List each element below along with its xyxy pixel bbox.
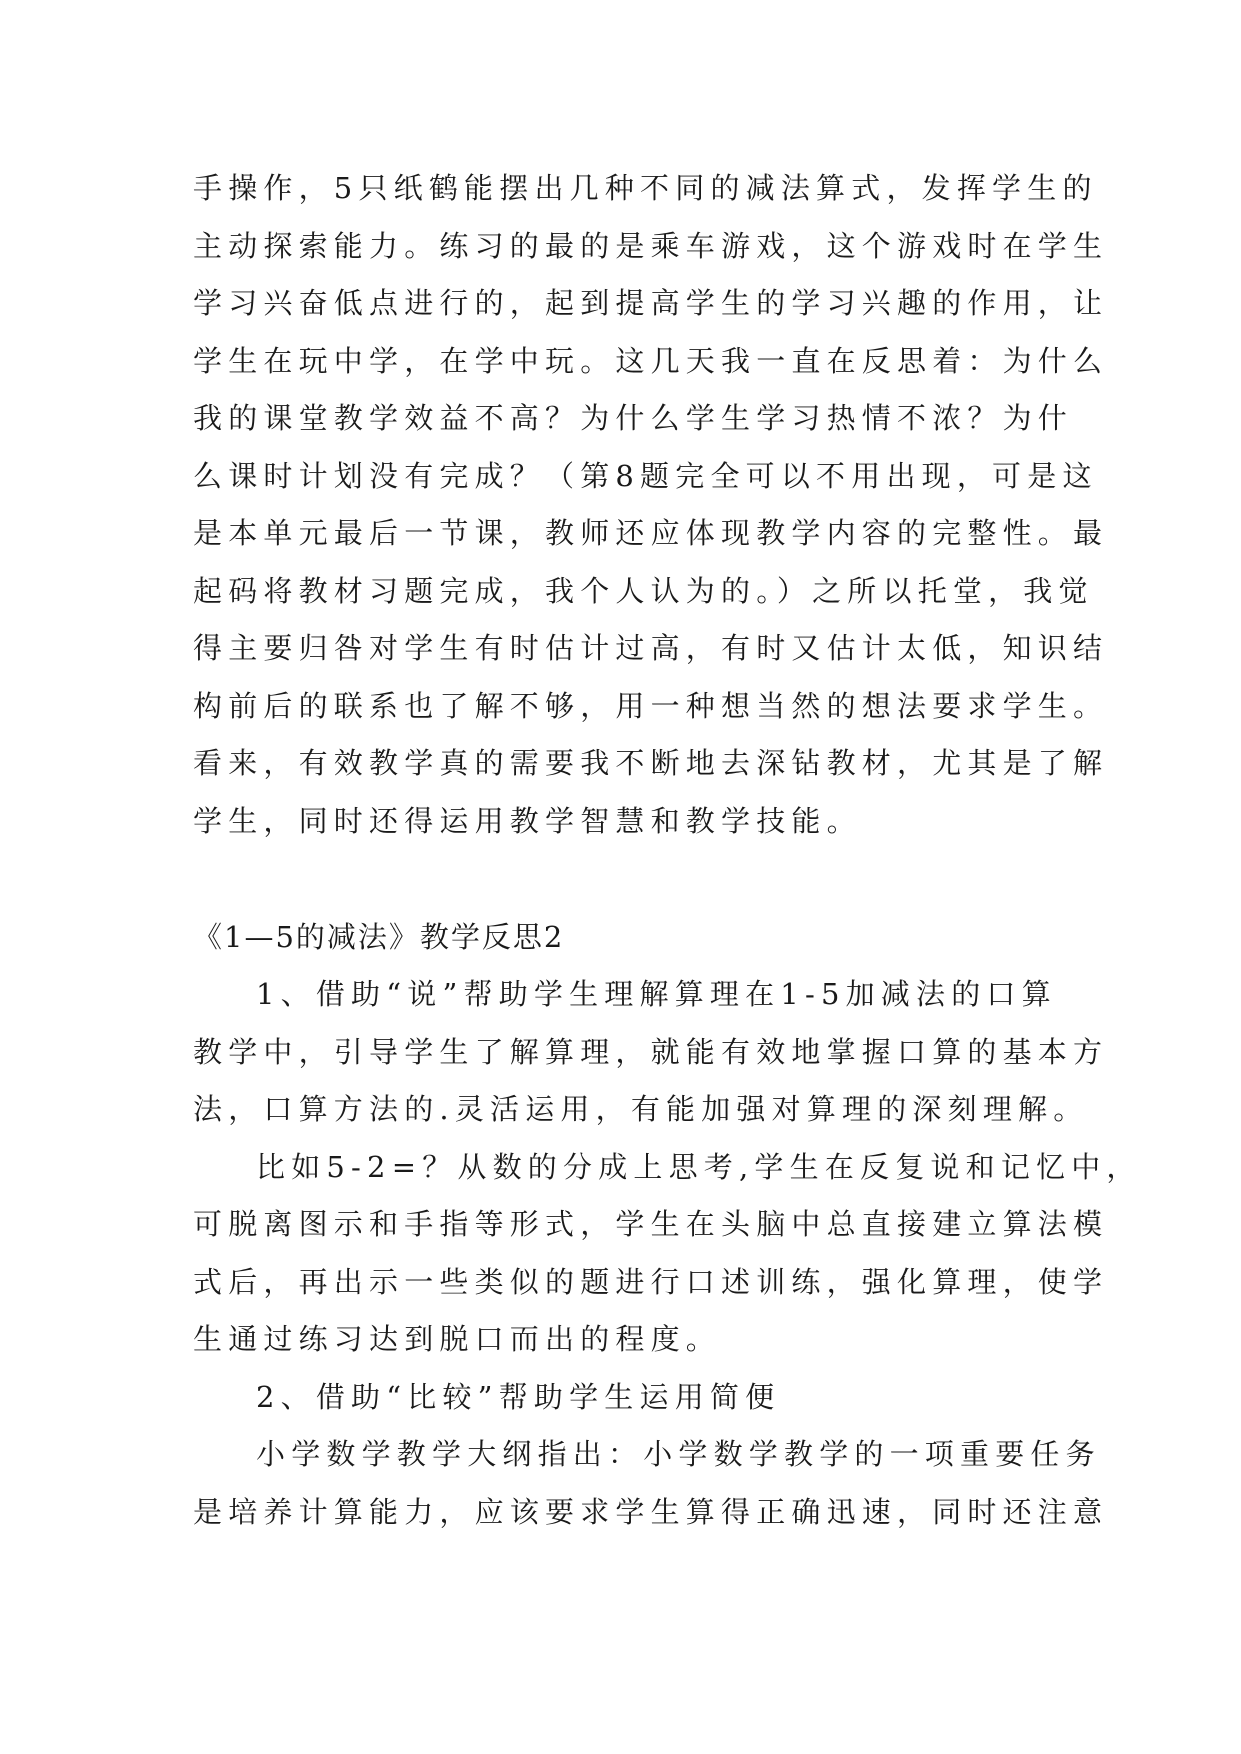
text-line: 么课时计划没有完成？（第8题完全可以不用出现，可是这 (193, 459, 1098, 493)
paragraph-line: 比如5-2=？从数的分成上思考,学生在反复说和记忆中， (256, 1150, 1142, 1184)
paragraph-line: 教学中，引导学生了解算理，就能有效地掌握口算的基本方 (193, 1035, 1109, 1069)
text-line: 是本单元最后一节课，教师还应体现教学内容的完整性。最 (193, 516, 1109, 550)
paragraph-line: 式后，再出示一些类似的题进行口述训练，强化算理，使学 (193, 1265, 1109, 1299)
paragraph-line: 生通过练习达到脱口而出的程度。 (193, 1322, 722, 1356)
paragraph-line: 小学数学教学大纲指出：小学数学教学的一项重要任务 (256, 1437, 1101, 1471)
text-line: 学生，同时还得运用教学智慧和教学技能。 (193, 804, 862, 838)
text-line: 构前后的联系也了解不够，用一种想当然的想法要求学生。 (193, 689, 1109, 723)
text-line: 学生在玩中学，在学中玩。这几天我一直在反思着：为什么 (193, 344, 1109, 378)
paragraph-line: 是培养计算能力，应该要求学生算得正确迅速，同时还注意 (193, 1495, 1109, 1529)
paragraph-line: 可脱离图示和手指等形式，学生在头脑中总直接建立算法模 (193, 1207, 1109, 1241)
paragraph-line: 1、借助“说”帮助学生理解算理在1-5加减法的口算 (256, 977, 1057, 1011)
paragraph-line: 法，口算方法的.灵活运用，有能加强对算理的深刻理解。 (193, 1092, 1089, 1126)
text-line: 主动探索能力。练习的最的是乘车游戏，这个游戏时在学生 (193, 229, 1109, 263)
section-heading: 《1—5的减法》教学反思2 (193, 920, 565, 954)
text-line: 手操作，5只纸鹤能摆出几种不同的减法算式，发挥学生的 (193, 171, 1098, 205)
text-line: 得主要归咎对学生有时估计过高，有时又估计太低，知识结 (193, 631, 1109, 665)
text-line: 我的课堂教学效益不高？为什么学生学习热情不浓？为什 (193, 401, 1074, 435)
text-line: 学习兴奋低点进行的，起到提高学生的学习兴趣的作用，让 (193, 286, 1109, 320)
paragraph-line: 2、借助“比较”帮助学生运用简便 (256, 1380, 781, 1414)
text-line: 起码将教材习题完成，我个人认为的。）之所以托堂，我觉 (193, 574, 1094, 608)
text-line: 看来，有效教学真的需要我不断地去深钻教材，尤其是了解 (193, 746, 1109, 780)
